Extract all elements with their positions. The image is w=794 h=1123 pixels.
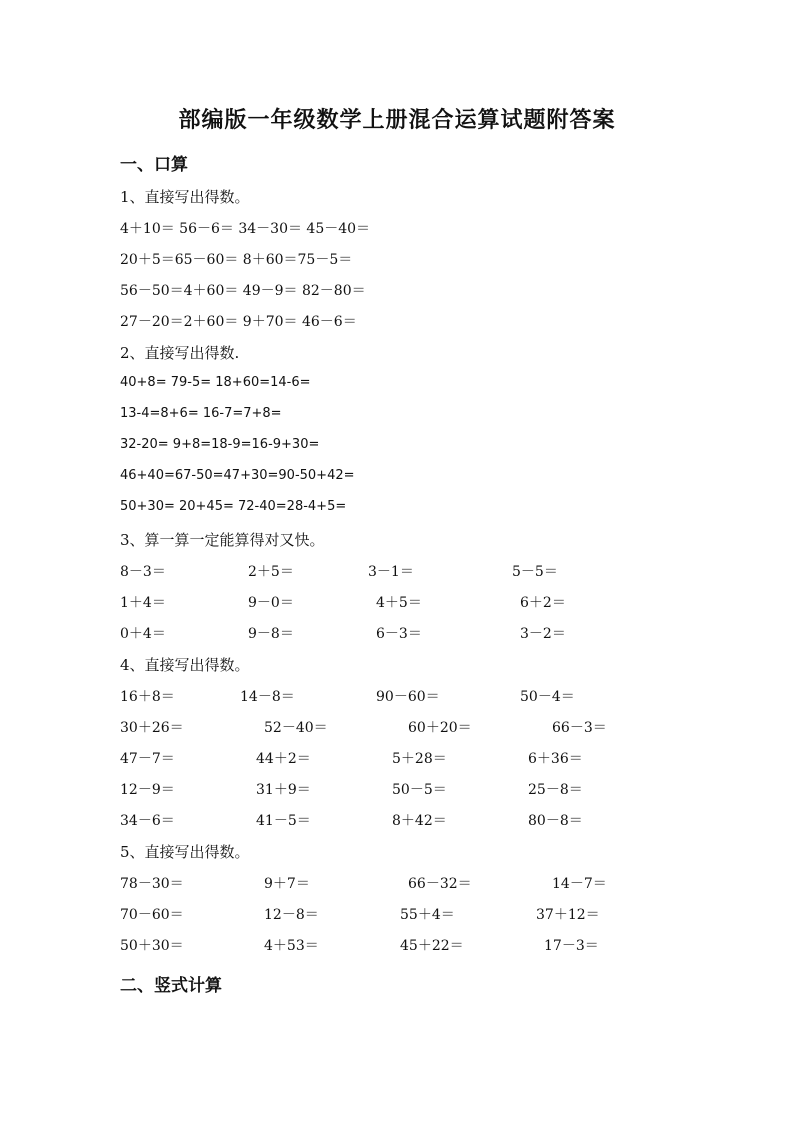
section-heading-oral: 一、口算 [120, 155, 188, 175]
problem: 4＋53＝ [264, 938, 319, 954]
problem: 66－32＝ [408, 876, 472, 892]
part1-line-1: 4＋10＝ 56－6＝ 34－30＝ 45－40＝ [120, 221, 371, 237]
part1-line-2: 20＋5＝65－60＝ 8＋60＝75－5＝ [120, 252, 353, 268]
problem: 9＋7＝ [264, 876, 310, 892]
problem: 30＋26＝ [120, 720, 184, 736]
problem: 14－7＝ [552, 876, 607, 892]
problem: 5＋28＝ [392, 751, 447, 767]
part2-title: 2、直接写出得数. [120, 344, 240, 362]
page-title: 部编版一年级数学上册混合运算试题附答案 [178, 107, 616, 133]
problem: 9－0＝ [248, 595, 294, 611]
problem: 8－3＝ [120, 564, 166, 580]
problem: 50＋30＝ [120, 938, 184, 954]
problem: 31＋9＝ [256, 782, 311, 798]
part3-row-1 [0, 561, 794, 581]
problem: 50－5＝ [392, 782, 447, 798]
part2-line-1: 40+8= 79-5= 18+60=14-6= [120, 375, 311, 390]
problem: 0＋4＝ [120, 626, 166, 642]
problem: 37＋12＝ [536, 907, 600, 923]
part2-line-5: 50+30= 20+45= 72-40=28-4+5= [120, 499, 347, 514]
problem: 6＋2＝ [520, 595, 566, 611]
problem: 41－5＝ [256, 813, 311, 829]
part3-title: 3、算一算一定能算得对又快。 [120, 531, 325, 549]
part2-line-2: 13-4=8+6= 16-7=7+8= [120, 406, 282, 421]
problem: 4＋5＝ [376, 595, 422, 611]
problem: 70－60＝ [120, 907, 184, 923]
problem: 9－8＝ [248, 626, 294, 642]
problem: 55＋4＝ [400, 907, 455, 923]
part3-row-2 [0, 592, 794, 612]
problem: 12－9＝ [120, 782, 175, 798]
part2-line-4: 46+40=67-50=47+30=90-50+42= [120, 468, 355, 483]
problem: 80－8＝ [528, 813, 583, 829]
part4-row-4 [0, 779, 794, 799]
part5-title: 5、直接写出得数。 [120, 843, 250, 861]
part4-row-3 [0, 748, 794, 768]
part4-row-1 [0, 686, 794, 706]
problem: 6＋36＝ [528, 751, 583, 767]
part4-title: 4、直接写出得数。 [120, 656, 250, 674]
part1-title: 1、直接写出得数。 [120, 188, 250, 206]
part4-row-5 [0, 810, 794, 830]
problem: 45＋22＝ [400, 938, 464, 954]
problem: 5－5＝ [512, 564, 558, 580]
problem: 6－3＝ [376, 626, 422, 642]
part5-row-2 [0, 904, 794, 924]
problem: 14－8＝ [240, 689, 295, 705]
problem: 25－8＝ [528, 782, 583, 798]
problem: 60＋20＝ [408, 720, 472, 736]
part4-row-2 [0, 717, 794, 737]
part2-line-3: 32-20= 9+8=18-9=16-9+30= [120, 437, 320, 452]
problem: 16＋8＝ [120, 689, 175, 705]
problem: 44＋2＝ [256, 751, 311, 767]
part3-row-3 [0, 623, 794, 643]
problem: 34－6＝ [120, 813, 175, 829]
problem: 90－60＝ [376, 689, 440, 705]
part5-row-3 [0, 935, 794, 955]
problem: 66－3＝ [552, 720, 607, 736]
problem: 1＋4＝ [120, 595, 166, 611]
problem: 17－3＝ [544, 938, 599, 954]
problem: 2＋5＝ [248, 564, 294, 580]
part5-row-1 [0, 873, 794, 893]
problem: 50－4＝ [520, 689, 575, 705]
problem: 3－2＝ [520, 626, 566, 642]
section-heading-vertical: 二、竖式计算 [120, 976, 222, 996]
problem: 78－30＝ [120, 876, 184, 892]
problem: 12－8＝ [264, 907, 319, 923]
part1-line-3: 56－50＝4＋60＝ 49－9＝ 82－80＝ [120, 283, 366, 299]
part1-line-4: 27－20＝2＋60＝ 9＋70＝ 46－6＝ [120, 314, 357, 330]
problem: 8＋42＝ [392, 813, 447, 829]
problem: 47－7＝ [120, 751, 175, 767]
problem: 52－40＝ [264, 720, 328, 736]
problem: 3－1＝ [368, 564, 414, 580]
